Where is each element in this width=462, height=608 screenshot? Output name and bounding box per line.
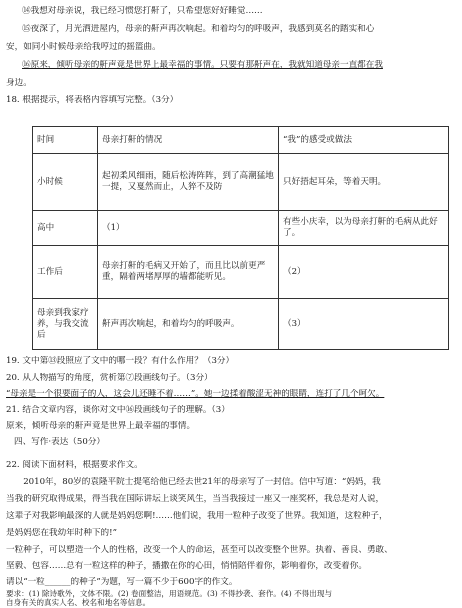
question-20-quote: “母亲是一个很要面子的人，这会儿还睡不着……”。她一边揉着酸涩无神的眼睛，连打了几个呵欠。 (6, 389, 385, 399)
essay-prompt: 请以“一粒______的种子”为题，写一篇不少于600字的作文。 (6, 577, 238, 587)
answer-table (32, 126, 449, 350)
requirements-line-2: 自身有关的真实人名、校名和地名等信息。 (6, 598, 151, 607)
table-cell: 鼾声再次响起，和着均匀的呼吸声。 (98, 299, 279, 350)
table-header-cell: 时间 (33, 127, 98, 154)
requirements-line-1: 要求：(1) 除诗歌外，文体不限。(2) 卷面整洁，用语规范。(3) 不得抄袭、套作。(4) 不得出现与 (6, 589, 333, 598)
material-line: 这辈子对我影响最深的人就是妈妈您啊!……他们说，我用一粒种子改变了世界。我知道，这粒种子， (6, 511, 388, 521)
table-header-cell: “我”的感受或做法 (279, 127, 449, 154)
section-heading-writing: 四、写作·表达（50分） (14, 437, 106, 447)
table-cell: （3） (279, 299, 449, 350)
material-line: 是妈妈您在我幼年时种下的!” (6, 528, 117, 538)
table-header-cell: 母亲打鼾的情况 (98, 127, 279, 154)
table-cell: 母亲到我家疗养，与我交流后 (33, 299, 98, 350)
question-19: 19. 文中第⑬段照应了文中的哪一段？有什么作用？（3分） (6, 356, 235, 366)
paragraph-15-line-1: ⑮夜深了，月光洒进屋内，母亲的鼾声再次响起。和着均匀的呼吸声，我感到莫名的踏实和心 (22, 24, 375, 34)
table-row (33, 299, 449, 350)
table-cell: 小时候 (33, 154, 98, 211)
table-cell: （2） (279, 246, 449, 299)
table-row (33, 246, 449, 299)
table-cell: 有些小庆幸，以为母亲打鼾的毛病从此好了。 (279, 211, 449, 246)
question-21: 21. 结合文章内容，谈你对文中⑯段画线句子的理解。（3） (6, 405, 230, 415)
table-row (33, 211, 449, 246)
table-row (33, 154, 449, 211)
material-line: 当我的研究取得成果，得当我在国际讲坛上谈笑风生，当当我接过一座又一座奖杯，我总是对人说， (6, 494, 385, 504)
table-cell: 起初柔风细雨，随后松涛阵阵，到了高潮猛地一提，又戛然而止，人猝不及防 (98, 154, 279, 211)
table-header-row (33, 127, 449, 154)
table-cell: 工作后 (33, 246, 98, 299)
material-line: 一粒种子，可以塑造一个人的性格，改变一个人的命运，甚至可以改变整个世界。执着、善良、勇敢、 (6, 545, 393, 555)
paragraph-14: ⑭我想对母亲说，我已经习惯您打鼾了，只希望您好好睡觉…… (22, 6, 263, 16)
question-22: 22. 阅读下面材料，根据要求作文。 (6, 460, 143, 470)
material-line: 坚毅、包容……总有一粒这样的种子，播撒在你的心田，悄悄陪伴着你，影响着你，改变着你。 (6, 561, 367, 571)
paragraph-16-line-2: 身边。 (6, 78, 32, 88)
table-cell: 只好捂起耳朵，等着天明。 (279, 154, 449, 211)
paragraph-16-line-1: ⑯原来，倾听母亲的鼾声竟是世界上最幸福的事情。只要有那鼾声在，我就知道母亲一直都在我 (22, 60, 383, 70)
table-cell: 母亲打鼾的毛病又开始了，而且比以前更严重，隔着两堵厚厚的墙都能听见。 (98, 246, 279, 299)
material-line: 2010年，80岁的袁隆平院士提笔给他已经去世21年的母亲写了一封信。信中写道：“妈妈，我 (6, 477, 381, 487)
table-cell: 高中 (33, 211, 98, 246)
table-cell: （1） (98, 211, 279, 246)
question-18: 18. 根据提示，将表格内容填写完整。（3分） (6, 95, 179, 105)
question-20: 20. 从人物描写的角度，赏析第⑦段画线句子。（3分） (6, 373, 213, 383)
question-21-quote: 原来，倾听母亲的鼾声竟是世界上最幸福的事情。 (6, 421, 196, 431)
paragraph-15-line-2: 安，如同小时候母亲给我哼过的摇篮曲。 (6, 42, 161, 52)
